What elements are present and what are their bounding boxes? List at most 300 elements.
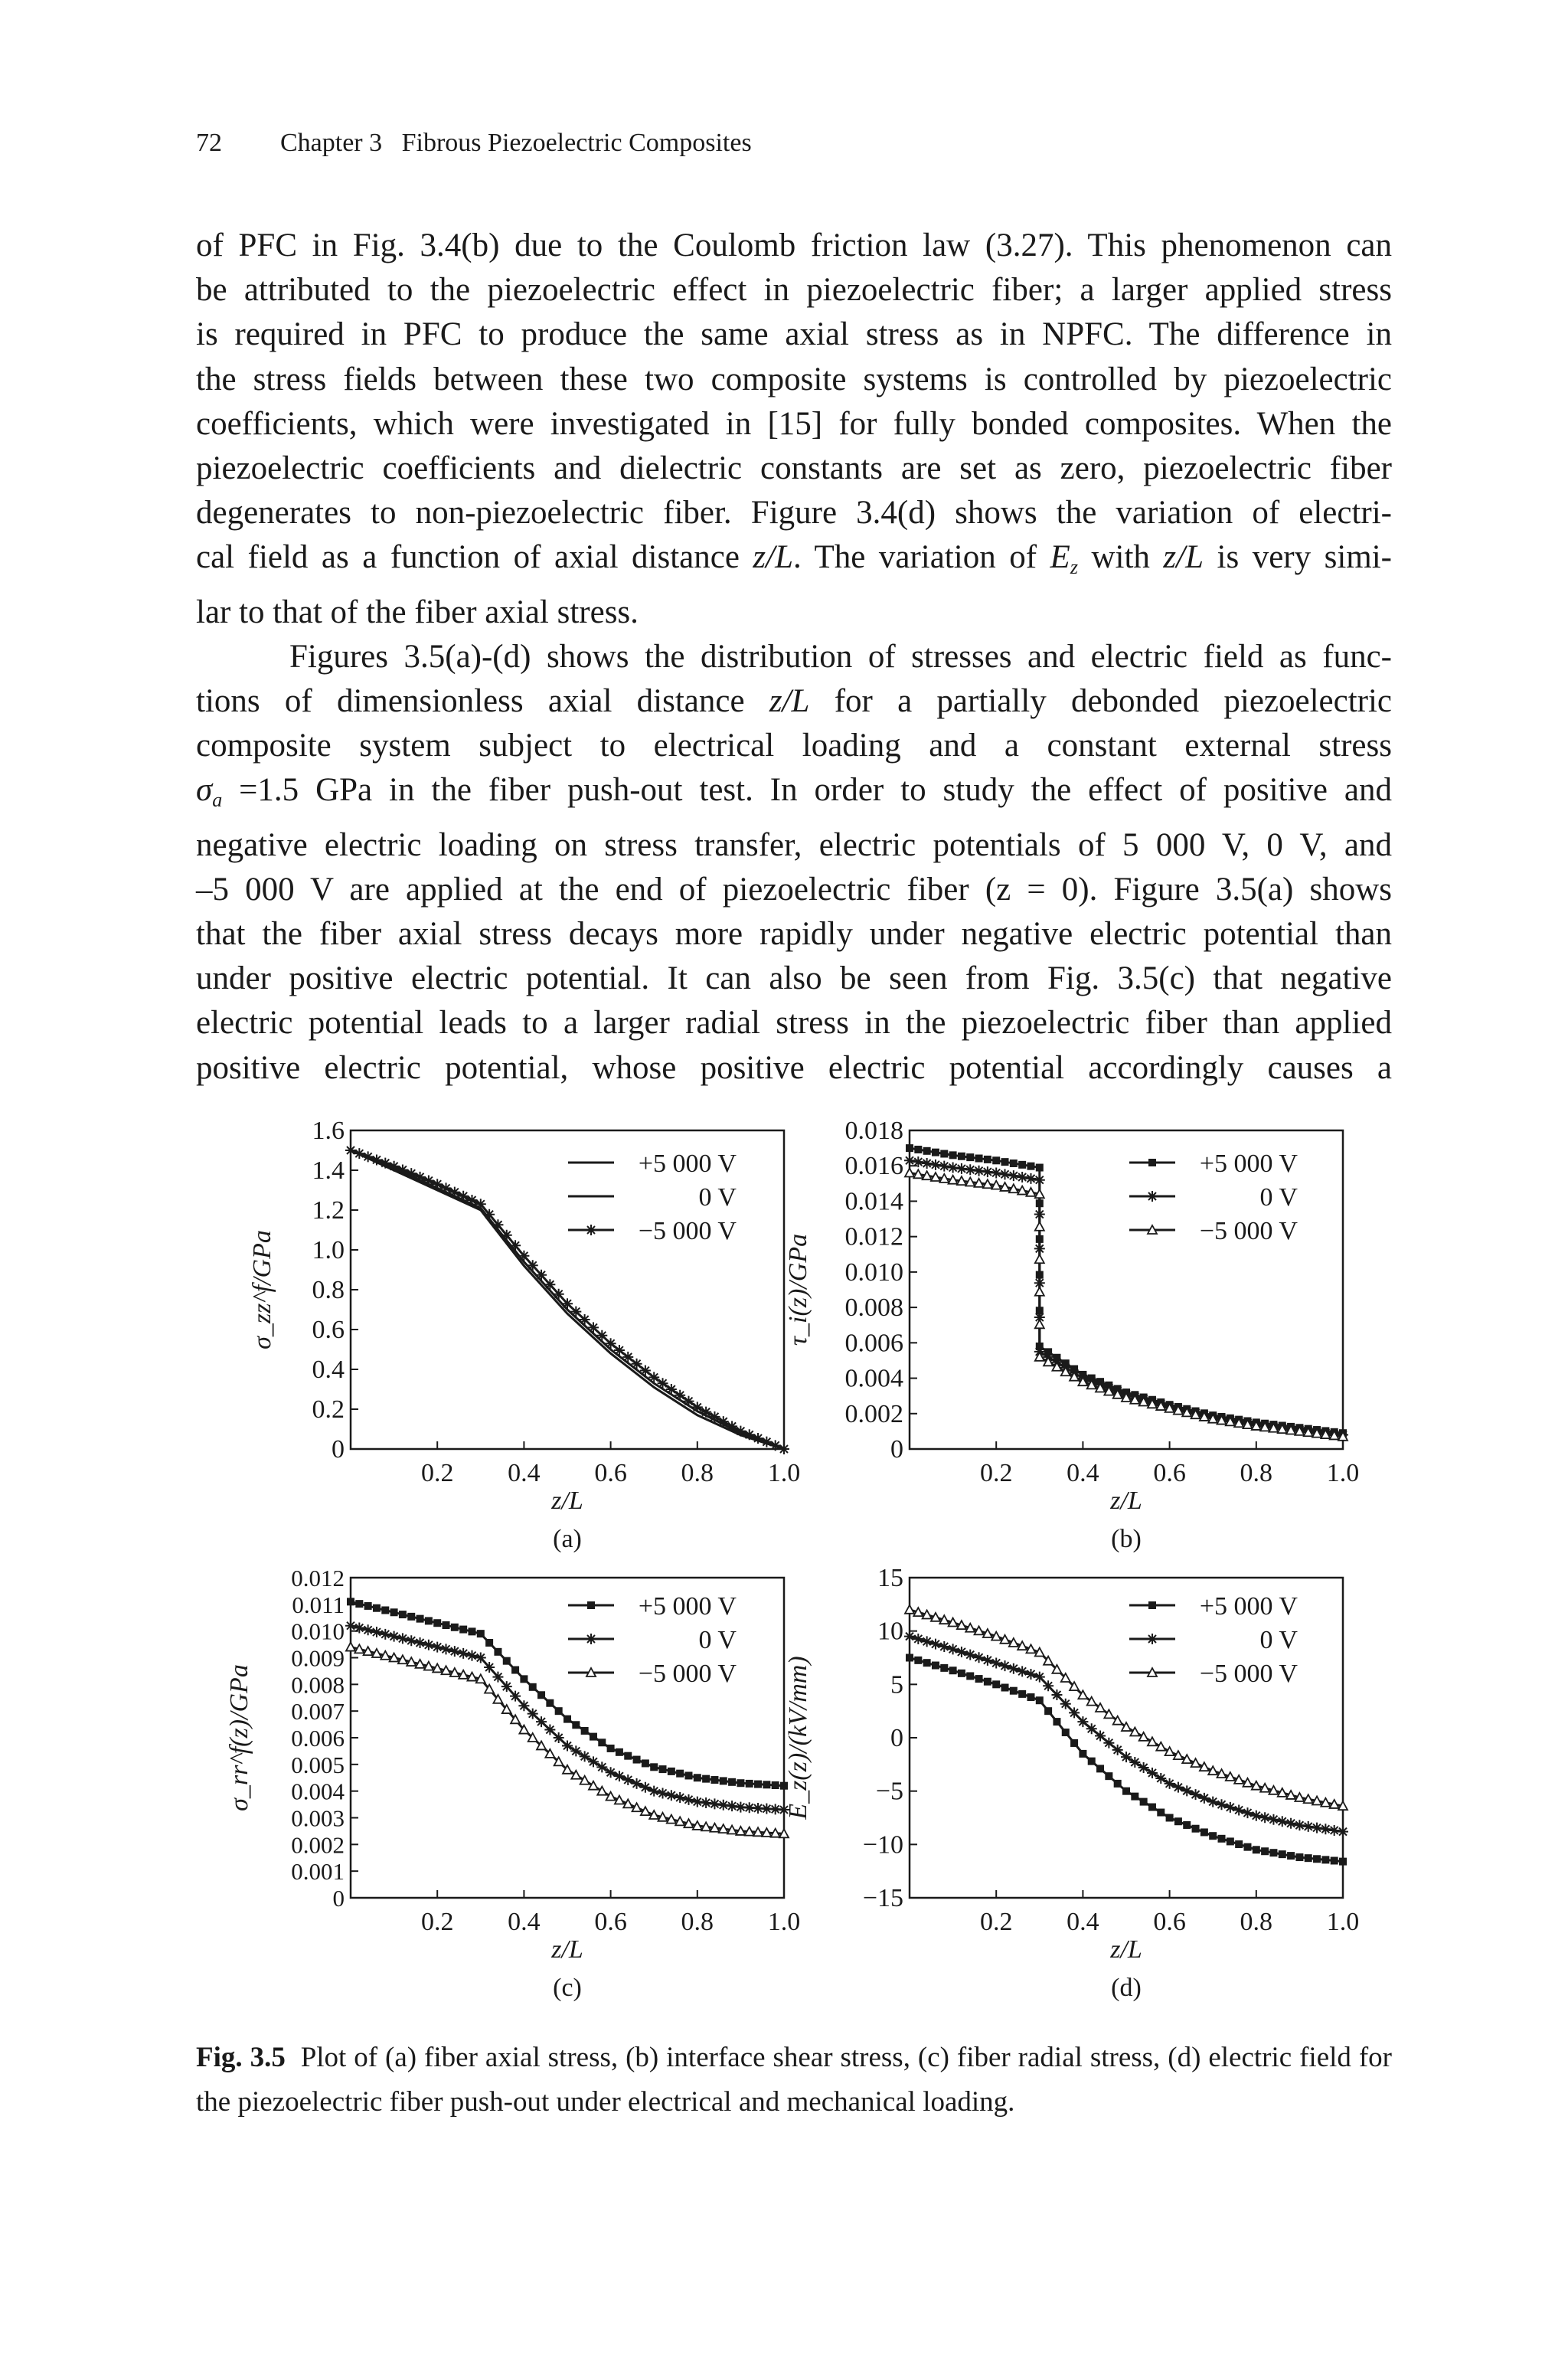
marker-star xyxy=(1147,1191,1158,1202)
marker-square xyxy=(754,1781,762,1788)
legend-label: 0 V xyxy=(1259,1183,1298,1212)
marker-square xyxy=(520,1675,528,1683)
y-tick-label: −15 xyxy=(862,1884,903,1912)
text-line: of PFC in Fig. 3.4(b) due to the Coulomb friction law (3.27). This phenomenon can xyxy=(196,227,1392,263)
x-tick-label: 1.0 xyxy=(767,1459,801,1487)
marker-square xyxy=(984,1156,991,1163)
figure-caption xyxy=(196,2036,1392,2124)
marker-triangle xyxy=(1035,1287,1044,1296)
marker-square xyxy=(1027,1693,1034,1701)
marker-star xyxy=(354,1622,364,1633)
chart-panel-d xyxy=(784,1564,1359,2002)
text-line: composite system subject to electrical loading and a constant external stress xyxy=(196,728,1392,764)
text-line: –5 000 V are applied at the end of piezoelectric fiber (z = 0). Figure 3.5(a) shows xyxy=(196,871,1392,908)
marker-square xyxy=(1243,1843,1251,1851)
marker-square xyxy=(668,1768,675,1775)
marker-star xyxy=(1242,1807,1253,1818)
x-axis-label: z/L xyxy=(551,1935,583,1964)
marker-square xyxy=(433,1619,441,1627)
marker-star xyxy=(1051,1689,1062,1700)
marker-star xyxy=(371,1627,382,1637)
math-E: E xyxy=(1050,539,1070,576)
panel-label: (b) xyxy=(1111,1525,1142,1553)
math-zL: z/L xyxy=(1163,539,1204,576)
marker-star xyxy=(1147,1634,1158,1644)
x-tick-label: 1.0 xyxy=(1326,1908,1360,1936)
y-tick-label: 0.008 xyxy=(291,1671,345,1699)
marker-star xyxy=(701,1407,711,1418)
marker-square xyxy=(1122,1788,1130,1795)
marker-square xyxy=(940,1150,948,1158)
marker-star xyxy=(1233,1804,1244,1815)
y-tick-label: 10 xyxy=(877,1617,903,1646)
marker-triangle xyxy=(1035,1222,1044,1231)
marker-square xyxy=(1321,1856,1329,1863)
marker-star xyxy=(397,1633,408,1644)
y-tick-label: 0.6 xyxy=(312,1316,345,1344)
marker-star xyxy=(441,1644,452,1654)
marker-square xyxy=(958,1670,965,1677)
marker-star xyxy=(648,1786,659,1797)
marker-square xyxy=(1036,1696,1044,1704)
marker-star xyxy=(727,1421,737,1431)
y-tick-label: 0.010 xyxy=(291,1617,345,1645)
x-tick-label: 0.2 xyxy=(979,1908,1013,1936)
marker-star xyxy=(1251,1810,1262,1821)
marker-square xyxy=(710,1776,718,1784)
marker-star xyxy=(982,1655,993,1666)
marker-star xyxy=(991,1167,1001,1178)
marker-triangle xyxy=(1139,1732,1148,1741)
marker-star xyxy=(1008,1663,1019,1674)
chart-panel-c xyxy=(225,1565,800,2002)
y-axis-label: E_z(z)/(kV/mm) xyxy=(784,1656,812,1820)
marker-square xyxy=(537,1691,545,1699)
marker-star xyxy=(580,1314,590,1325)
marker-square xyxy=(906,1654,913,1662)
math-zL: z/L xyxy=(753,539,794,576)
marker-star xyxy=(1103,1738,1114,1748)
y-tick-label: 1.6 xyxy=(312,1117,345,1145)
marker-square xyxy=(572,1721,580,1729)
marker-star xyxy=(466,1650,477,1661)
marker-star xyxy=(1277,1816,1288,1827)
x-tick-label: 0.2 xyxy=(979,1459,1013,1487)
marker-star xyxy=(562,1740,573,1751)
x-tick-label: 0.6 xyxy=(594,1908,627,1936)
marker-square xyxy=(616,1748,623,1756)
y-tick-label: 1.0 xyxy=(312,1236,345,1264)
marker-star xyxy=(588,1756,599,1767)
chart-panel-b xyxy=(784,1117,1359,1553)
marker-square xyxy=(529,1683,537,1691)
marker-square xyxy=(555,1707,563,1715)
y-tick-label: −10 xyxy=(862,1830,903,1860)
marker-square xyxy=(451,1624,459,1631)
marker-star xyxy=(779,1444,789,1454)
marker-star xyxy=(692,1402,703,1412)
marker-star xyxy=(406,1635,416,1646)
marker-star xyxy=(1112,1745,1123,1755)
marker-star xyxy=(1086,1723,1097,1734)
marker-square xyxy=(1261,1847,1269,1855)
marker-star xyxy=(423,1640,434,1650)
marker-star xyxy=(648,1372,659,1382)
marker-square xyxy=(746,1780,753,1788)
marker-square xyxy=(720,1777,727,1784)
x-tick-label: 0.4 xyxy=(1067,1459,1099,1487)
marker-triangle xyxy=(1156,1742,1165,1751)
marker-triangle xyxy=(905,1605,914,1614)
marker-star xyxy=(948,1644,959,1654)
marker-square xyxy=(407,1613,415,1621)
marker-square xyxy=(1096,1765,1104,1772)
marker-star xyxy=(948,1163,959,1173)
marker-square xyxy=(923,1659,931,1667)
marker-star xyxy=(930,1160,941,1170)
text-line: that the fiber axial stress decays more rapidly under negative electric potential than xyxy=(196,916,1392,953)
marker-square xyxy=(949,1151,957,1159)
marker-star xyxy=(475,1653,486,1663)
marker-star xyxy=(658,1788,668,1798)
y-tick-label: 1.4 xyxy=(312,1156,345,1185)
text-fragment: with xyxy=(1077,539,1164,576)
marker-square xyxy=(906,1144,913,1152)
marker-square xyxy=(1148,1804,1156,1811)
marker-star xyxy=(965,1650,975,1660)
y-tick-label: 0.001 xyxy=(291,1858,345,1886)
marker-square xyxy=(1183,1821,1191,1829)
marker-square xyxy=(468,1627,475,1635)
marker-square xyxy=(347,1598,354,1605)
marker-star xyxy=(701,1797,711,1808)
marker-star xyxy=(666,1790,677,1801)
marker-triangle xyxy=(1130,1727,1139,1735)
y-tick-label: 0.002 xyxy=(291,1831,345,1859)
marker-square xyxy=(587,1601,595,1609)
marker-square xyxy=(564,1716,571,1723)
marker-square xyxy=(546,1699,554,1707)
marker-star xyxy=(458,1648,469,1659)
marker-star xyxy=(544,1725,555,1735)
text-fragment: =1.5 GPa in the fiber push-out test. In order to study the effect of positive and xyxy=(222,772,1392,809)
marker-star xyxy=(622,1352,633,1362)
text-line: the stress fields between these two composite systems is controlled by piezoelectric xyxy=(196,361,1392,397)
marker-star xyxy=(658,1378,668,1389)
x-tick-label: 1.0 xyxy=(767,1908,801,1936)
marker-square xyxy=(581,1727,589,1735)
marker-star xyxy=(528,1709,538,1719)
marker-star xyxy=(570,1745,581,1756)
y-tick-label: 0 xyxy=(332,1885,345,1912)
marker-star xyxy=(675,1390,685,1401)
marker-square xyxy=(1209,1832,1217,1840)
text-line: positive electric potential, whose positive electric potential accordingly causes a xyxy=(196,1049,1392,1086)
panel-label: (d) xyxy=(1111,1974,1142,2002)
marker-square xyxy=(443,1621,450,1629)
marker-square xyxy=(511,1667,519,1674)
marker-square xyxy=(459,1626,467,1634)
marker-square xyxy=(633,1756,641,1764)
marker-star xyxy=(1017,1666,1027,1676)
y-tick-label: 0.005 xyxy=(291,1751,345,1778)
x-tick-label: 0.4 xyxy=(508,1908,541,1936)
marker-square xyxy=(1018,1690,1026,1698)
marker-star xyxy=(1069,1707,1080,1718)
marker-square xyxy=(975,1675,983,1683)
marker-star xyxy=(389,1631,400,1642)
legend-label: +5 000 V xyxy=(1199,1592,1298,1621)
marker-square xyxy=(1235,1840,1243,1848)
marker-star xyxy=(580,1751,590,1761)
marker-star xyxy=(492,1219,503,1230)
marker-star xyxy=(727,1801,737,1811)
marker-star xyxy=(982,1166,993,1177)
y-tick-label: 1.2 xyxy=(312,1196,345,1225)
y-tick-label: 0.012 xyxy=(844,1222,903,1251)
marker-square xyxy=(355,1600,363,1608)
marker-square xyxy=(485,1639,493,1647)
marker-square xyxy=(1157,1809,1165,1817)
marker-square xyxy=(642,1759,649,1767)
marker-square xyxy=(1174,1817,1182,1825)
marker-square xyxy=(966,1672,974,1680)
text-line: under positive electric potential. It can also be seen from Fig. 3.5(c) that negative xyxy=(196,960,1392,997)
marker-square xyxy=(1044,1707,1052,1715)
marker-star xyxy=(709,1411,720,1422)
marker-star xyxy=(484,1662,495,1673)
marker-square xyxy=(1192,1825,1200,1833)
marker-star xyxy=(991,1657,1001,1668)
x-tick-label: 0.8 xyxy=(1240,1459,1273,1487)
marker-star xyxy=(510,1691,521,1702)
marker-square xyxy=(416,1615,424,1623)
marker-star xyxy=(562,1298,573,1309)
text-line: coefficients, which were investigated in [15] for fully bonded composites. When the xyxy=(196,405,1392,442)
marker-star xyxy=(588,1322,599,1333)
y-tick-label: 0 xyxy=(332,1435,345,1464)
marker-square xyxy=(1339,1858,1347,1866)
y-tick-label: 15 xyxy=(877,1564,903,1592)
x-tick-label: 0.6 xyxy=(1153,1908,1186,1936)
marker-square xyxy=(494,1648,501,1656)
marker-square xyxy=(1131,1793,1138,1801)
x-tick-label: 0.4 xyxy=(508,1459,541,1487)
marker-star xyxy=(1017,1172,1027,1182)
marker-square xyxy=(1227,1837,1234,1845)
x-tick-label: 0.8 xyxy=(681,1459,714,1487)
y-axis-label: σ_rr^f(z)/GPa xyxy=(225,1664,253,1811)
math-sigma: σ xyxy=(196,772,213,809)
marker-star xyxy=(904,1631,915,1642)
marker-star xyxy=(913,1634,923,1644)
y-tick-label: 0.003 xyxy=(291,1804,345,1832)
marker-star xyxy=(1077,1716,1088,1727)
marker-star xyxy=(1000,1169,1011,1179)
y-tick-label: 0.014 xyxy=(844,1187,903,1216)
marker-square xyxy=(1279,1850,1286,1858)
marker-square xyxy=(992,1156,1000,1164)
marker-star xyxy=(1129,1757,1140,1768)
marker-star xyxy=(518,1700,529,1711)
marker-square xyxy=(1088,1758,1096,1765)
page-number: 72 xyxy=(196,129,222,157)
marker-star xyxy=(596,1330,607,1341)
marker-square xyxy=(425,1617,433,1624)
marker-star xyxy=(544,1279,555,1290)
y-tick-label: 0.018 xyxy=(844,1117,903,1145)
marker-square xyxy=(598,1739,606,1746)
marker-star xyxy=(606,1338,616,1349)
marker-square xyxy=(772,1781,779,1789)
marker-square xyxy=(992,1680,1000,1688)
marker-square xyxy=(1253,1846,1260,1853)
marker-star xyxy=(1060,1699,1071,1709)
marker-star xyxy=(1034,1672,1045,1683)
marker-star xyxy=(939,1641,949,1652)
chart-panel-a xyxy=(248,1117,800,1553)
marker-star xyxy=(1008,1170,1019,1181)
panel-label: (c) xyxy=(553,1974,582,2002)
y-tick-label: 0.004 xyxy=(844,1364,903,1393)
marker-square xyxy=(1287,1852,1295,1860)
marker-square xyxy=(624,1752,632,1760)
legend-label: +5 000 V xyxy=(1199,1150,1298,1178)
marker-star xyxy=(1320,1824,1331,1834)
y-tick-label: 5 xyxy=(890,1670,903,1699)
y-tick-label: 0.008 xyxy=(844,1294,903,1323)
marker-triangle xyxy=(1165,1747,1174,1755)
marker-square xyxy=(940,1664,948,1672)
marker-star xyxy=(956,1647,967,1657)
marker-triangle xyxy=(1148,1737,1157,1745)
marker-square xyxy=(364,1602,372,1610)
marker-triangle xyxy=(346,1643,355,1651)
marker-star xyxy=(1000,1660,1011,1671)
marker-square xyxy=(1027,1163,1034,1170)
x-tick-label: 0.8 xyxy=(1240,1908,1273,1936)
y-tick-label: 0.002 xyxy=(844,1399,903,1428)
marker-star xyxy=(415,1637,426,1648)
marker-star xyxy=(913,1156,923,1167)
y-tick-label: 0.012 xyxy=(291,1565,345,1591)
marker-star xyxy=(1312,1823,1322,1833)
marker-star xyxy=(1121,1752,1132,1762)
marker-star xyxy=(475,1199,486,1209)
marker-star xyxy=(1138,1762,1149,1773)
text-line: degenerates to non-piezoelectric fiber. Figure 3.4(d) shows the variation of electri- xyxy=(196,495,1392,532)
marker-star xyxy=(510,1240,521,1251)
marker-square xyxy=(694,1774,701,1781)
marker-triangle xyxy=(571,1771,580,1779)
marker-star xyxy=(614,1345,625,1356)
panel-label: (a) xyxy=(553,1525,582,1553)
legend-label: 0 V xyxy=(698,1183,737,1212)
text-fragment: tions of dimensionless axial distance xyxy=(196,683,769,720)
y-tick-label: 0.2 xyxy=(312,1395,345,1424)
marker-square xyxy=(590,1733,597,1741)
marker-square xyxy=(1331,1857,1338,1865)
marker-star xyxy=(1338,1827,1348,1837)
marker-star xyxy=(586,1225,596,1235)
marker-square xyxy=(390,1608,398,1616)
text-line: be attributed to the piezoelectric effect in piezoelectric fiber; a larger applied stress xyxy=(196,272,1392,309)
marker-square xyxy=(763,1781,770,1788)
x-axis-label: z/L xyxy=(1110,1487,1142,1515)
x-axis-label: z/L xyxy=(551,1487,583,1515)
marker-square xyxy=(914,1146,922,1153)
marker-star xyxy=(596,1761,607,1772)
text-line: Figures 3.5(a)-(d) shows the distribution of stresses and electric field as func- xyxy=(289,638,1392,675)
marker-square xyxy=(399,1611,407,1618)
marker-star xyxy=(586,1634,596,1644)
marker-star xyxy=(632,1359,642,1369)
marker-star xyxy=(432,1642,443,1653)
marker-star xyxy=(939,1161,949,1172)
y-tick-label: 0.011 xyxy=(292,1591,345,1618)
marker-star xyxy=(570,1307,581,1317)
marker-star xyxy=(492,1672,503,1683)
marker-square xyxy=(737,1779,744,1787)
marker-square xyxy=(1036,1164,1044,1172)
text-line: electric potential leads to a larger radial stress in the piezoelectric fiber than applied xyxy=(196,1005,1392,1042)
marker-star xyxy=(1268,1814,1279,1825)
y-tick-label: 0.4 xyxy=(312,1356,345,1384)
marker-star xyxy=(1225,1802,1236,1813)
marker-square xyxy=(1062,1729,1070,1736)
marker-square xyxy=(1105,1772,1112,1780)
legend-label: 0 V xyxy=(698,1626,737,1654)
y-tick-label: −5 xyxy=(875,1777,903,1806)
y-tick-label: 0 xyxy=(890,1724,903,1752)
marker-star xyxy=(1034,1175,1045,1186)
legend-label: −5 000 V xyxy=(1199,1217,1298,1245)
marker-star xyxy=(640,1366,651,1376)
math-zL: z/L xyxy=(769,683,810,720)
marker-square xyxy=(1001,1158,1009,1166)
y-tick-label: 0.006 xyxy=(291,1725,345,1752)
running-title: Chapter 3 Fibrous Piezoelectric Composites xyxy=(280,129,752,157)
marker-square xyxy=(702,1775,710,1783)
marker-square xyxy=(503,1657,511,1665)
x-tick-label: 0.6 xyxy=(594,1459,627,1487)
marker-star xyxy=(930,1639,941,1650)
marker-star xyxy=(518,1251,529,1261)
marker-star xyxy=(666,1384,677,1395)
x-axis-label: z/L xyxy=(1110,1935,1142,1964)
marker-square xyxy=(1305,1854,1312,1862)
legend-label: −5 000 V xyxy=(638,1660,737,1688)
marker-star xyxy=(683,1794,694,1805)
marker-square xyxy=(1313,1855,1321,1863)
text-fragment: for a partially debonded piezoelectric xyxy=(809,683,1392,720)
legend-label: −5 000 V xyxy=(638,1217,737,1245)
marker-star xyxy=(1285,1818,1296,1829)
marker-star xyxy=(1294,1820,1305,1830)
marker-star xyxy=(345,1621,356,1631)
marker-square xyxy=(1269,1849,1277,1856)
marker-square xyxy=(676,1770,684,1778)
marker-star xyxy=(965,1164,975,1175)
marker-star xyxy=(1043,1680,1054,1691)
marker-star xyxy=(956,1163,967,1174)
marker-square xyxy=(1079,1750,1086,1758)
x-tick-label: 0.2 xyxy=(420,1459,454,1487)
y-axis-label: σ_zz^f/GPa xyxy=(248,1230,276,1349)
text-fragment: is very simi- xyxy=(1204,539,1393,576)
marker-square xyxy=(1010,1160,1018,1167)
marker-square xyxy=(1070,1739,1078,1747)
